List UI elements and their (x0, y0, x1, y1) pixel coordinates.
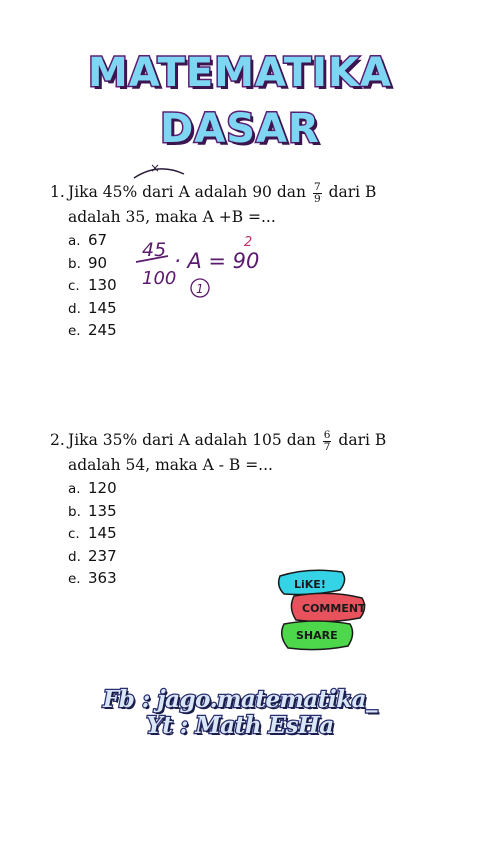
question-1-line-2: adalah 35, maka A +B =... (68, 208, 276, 226)
facebook-credit: Fb : jago.matematika_ (102, 686, 378, 713)
handwritten-annotation (128, 152, 298, 312)
option-a[interactable]: a. 120 (68, 479, 117, 497)
fraction-denominator: 9 (313, 192, 321, 205)
hand-mark: × (150, 161, 161, 175)
question-number: 1. (50, 183, 65, 201)
comment-badge[interactable] (291, 593, 366, 621)
option-e[interactable]: e. 245 (68, 321, 117, 340)
option-b[interactable]: b. 90 (68, 253, 108, 272)
title-line-2: DASAR (160, 106, 320, 152)
option-c[interactable]: c. 145 (68, 524, 117, 543)
hand-numerator: 45 (142, 239, 167, 261)
fraction-numerator: 6 (323, 428, 331, 441)
comment-label: COMMENT (302, 602, 366, 615)
social-sticker (274, 566, 374, 658)
option-c[interactable]: c. 130 (68, 276, 117, 295)
hand-equation: · A = 90 (174, 249, 260, 273)
question-number: 2. (50, 431, 65, 449)
hand-exponent: 2 (244, 235, 253, 250)
like-label: LiKE! (294, 578, 326, 591)
option-a[interactable]: a. 67 (68, 231, 108, 249)
option-b[interactable]: b. 135 (68, 501, 117, 520)
question-text-end: dari B (328, 183, 377, 201)
like-badge[interactable] (279, 570, 345, 594)
share-label: SHARE (296, 629, 338, 642)
title-line-1: MATEMATIKA (87, 50, 393, 96)
question-text: Jika 45% dari A adalah 90 dan (68, 183, 306, 201)
share-badge[interactable] (282, 621, 353, 650)
question-text: Jika 35% dari A adalah 105 dan (68, 431, 316, 449)
youtube-credit: Yt : Math EsHa (146, 712, 334, 739)
option-d[interactable]: d. 237 (68, 546, 117, 565)
hand-denominator: 100 (142, 268, 177, 289)
question-text-end: dari B (338, 431, 387, 449)
option-e[interactable]: e. 363 (68, 569, 117, 588)
question-2-line-1 (50, 428, 430, 453)
option-d[interactable]: d. 145 (68, 298, 117, 317)
question-2-line-2: adalah 54, maka A - B =... (68, 456, 273, 474)
hand-note: 1 (196, 282, 204, 296)
fraction-numerator: 7 (313, 180, 321, 193)
fraction (313, 182, 322, 205)
fraction-denominator: 7 (323, 440, 331, 453)
fraction (323, 430, 332, 453)
